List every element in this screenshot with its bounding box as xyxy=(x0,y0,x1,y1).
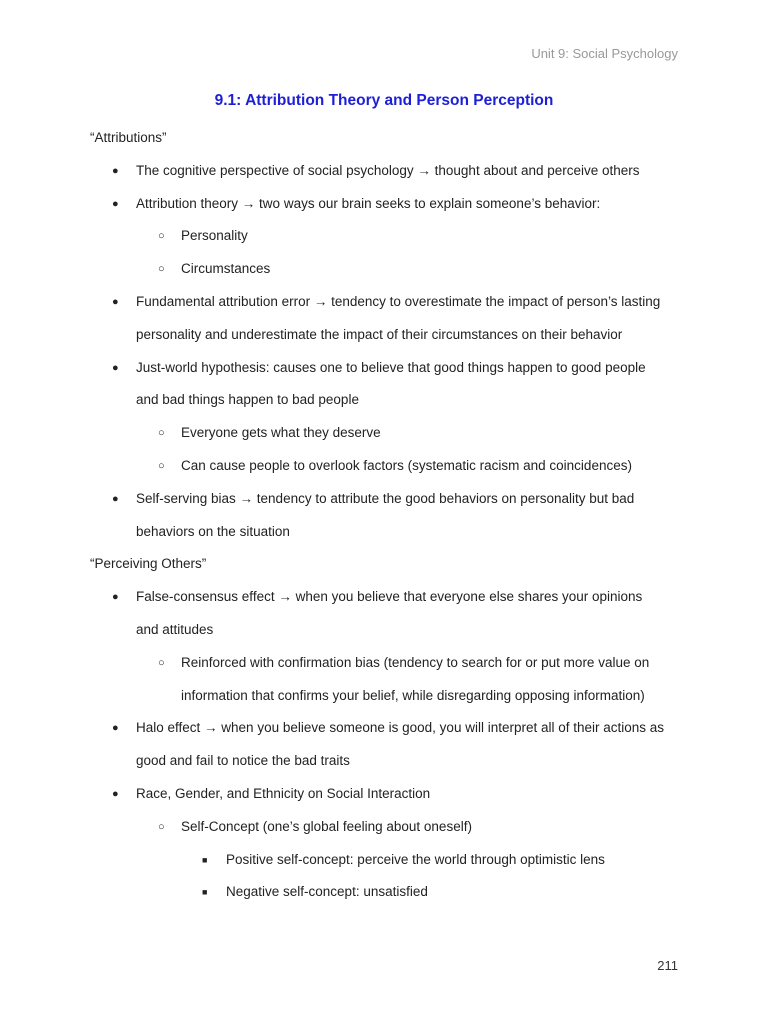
bullet-icon: ● xyxy=(112,722,119,735)
list-item xyxy=(90,286,690,319)
list-item-text: The cognitive perspective of social psychology → thought about and perceive others xyxy=(136,162,640,178)
page-number: 211 xyxy=(657,958,678,973)
list-item-text: Halo effect → when you believe someone is good, you will interpret all of their actions as xyxy=(136,720,665,736)
list-item-text: Fundamental attribution error → tendency to overestimate the impact of person’s lasting xyxy=(136,293,661,309)
list-item-text: Everyone gets what they deserve xyxy=(181,425,381,441)
bullet-icon: ● xyxy=(112,164,119,177)
list-item-text: Can cause people to overlook factors (systematic racism and coincidences) xyxy=(181,457,632,473)
bullet-icon: ● xyxy=(112,492,119,505)
bullet-icon: ● xyxy=(112,197,119,210)
list-item xyxy=(90,581,690,614)
hollow-bullet-icon: ○ xyxy=(158,427,165,440)
list-item-text: Attribution theory → two ways our brain seeks to explain someone’s behavior: xyxy=(136,195,601,211)
list-item xyxy=(90,352,690,385)
bullet-icon: ● xyxy=(112,295,119,308)
list-item-continuation: and bad things happen to bad people xyxy=(136,392,359,408)
square-bullet-icon: ■ xyxy=(202,854,208,865)
sub-list-item-continuation: information that confirms your belief, while disregarding opposing information) xyxy=(181,687,645,703)
sub-list-item xyxy=(90,417,690,450)
sub-list-item xyxy=(90,220,690,253)
page-title: 9.1: Attribution Theory and Person Perception xyxy=(214,92,554,109)
list-item-text: Self-serving bias → tendency to attribute the good behaviors on personality but bad xyxy=(136,490,635,506)
sub-list-item xyxy=(90,450,690,483)
list-item-text: Self-Concept (one’s global feeling about oneself) xyxy=(181,818,472,834)
sub-sub-list-item xyxy=(90,844,690,877)
running-header: Unit 9: Social Psychology xyxy=(531,46,678,61)
list-item-text: Reinforced with confirmation bias (tendency to search for or put more value on xyxy=(181,654,650,670)
list-item-text: Race, Gender, and Ethnicity on Social Interaction xyxy=(136,785,431,801)
list-item-continuation: good and fail to notice the bad traits xyxy=(136,753,350,769)
section-heading-perceiving-others: “Perceiving Others” xyxy=(90,556,207,572)
hollow-bullet-icon: ○ xyxy=(158,230,165,243)
sub-list-item xyxy=(90,253,690,286)
list-item xyxy=(90,188,690,221)
bullet-icon: ● xyxy=(112,787,119,800)
sub-list-item xyxy=(90,647,690,680)
list-item-continuation: personality and underestimate the impact of their circumstances on their behavior xyxy=(136,326,623,342)
list-item-text: Circumstances xyxy=(181,261,271,277)
list-item-text: Positive self-concept: perceive the world through optimistic lens xyxy=(226,851,605,867)
list-item-text: Personality xyxy=(181,228,248,244)
sub-sub-list-item xyxy=(90,876,690,909)
hollow-bullet-icon: ○ xyxy=(158,820,165,833)
list-item-text: False-consensus effect → when you believe that everyone else shares your opinions xyxy=(136,589,643,605)
sub-list-item xyxy=(90,811,690,844)
square-bullet-icon: ■ xyxy=(202,887,208,898)
list-item-continuation: and attitudes xyxy=(136,621,214,637)
bullet-icon: ● xyxy=(112,591,119,604)
list-item-text: Just-world hypothesis: causes one to believe that good things happen to good people xyxy=(136,359,646,375)
list-item-continuation: behaviors on the situation xyxy=(136,523,290,539)
hollow-bullet-icon: ○ xyxy=(158,459,165,472)
list-item-text: Negative self-concept: unsatisfied xyxy=(226,884,428,900)
bullet-icon: ● xyxy=(112,361,119,374)
list-item xyxy=(90,483,690,516)
hollow-bullet-icon: ○ xyxy=(158,656,165,669)
document-body xyxy=(90,122,690,909)
list-item xyxy=(90,155,690,188)
hollow-bullet-icon: ○ xyxy=(158,263,165,276)
section-heading-attributions: “Attributions” xyxy=(90,130,167,145)
list-item xyxy=(90,712,690,745)
list-item xyxy=(90,778,690,811)
